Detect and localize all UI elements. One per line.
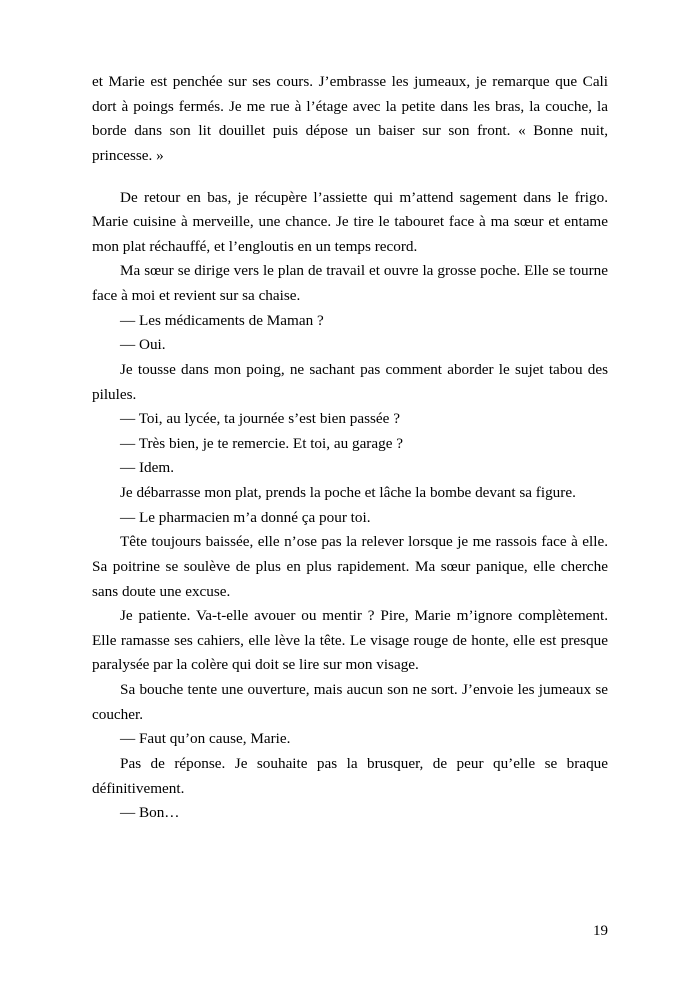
paragraph: — Très bien, je te remercie. Et toi, au garage ? <box>120 434 403 452</box>
paragraph: Tête toujours baissée, elle n’ose pas la relever lorsque je me rassois face à elle. Sa poitrine se soulève de plus en plus rapidement. Ma sœur panique, elle cherche sans doute une excuse. <box>92 533 608 600</box>
paragraph: — Idem. <box>120 459 174 477</box>
paragraph: — Toi, au lycée, ta journée s’est bien passée ? <box>120 410 400 428</box>
paragraph: Je tousse dans mon poing, ne sachant pas comment aborder le sujet tabou des pilules. <box>92 360 608 403</box>
paragraph: Pas de réponse. Je souhaite pas la brusquer, de peur qu’elle se braque définitivement. <box>92 754 608 797</box>
page-number: 19 <box>593 923 608 939</box>
paragraph: — Faut qu’on cause, Marie. <box>120 730 291 748</box>
page-body-text <box>92 70 608 826</box>
paragraph: De retour en bas, je récupère l’assiette qui m’attend sagement dans le frigo. Marie cuisine à merveille, une chance. Je tire le tabouret face à ma sœur et entame mon plat réchauffé, et l’engloutis en un temps record. <box>92 188 608 255</box>
paragraph: — Le pharmacien m’a donné ça pour toi. <box>120 508 371 526</box>
paragraph: et Marie est penchée sur ses cours. J’embrasse les jumeaux, je remarque que Cali dort à poings fermés. Je me rue à l’étage avec la petite dans les bras, la couche, la borde dans son lit douillet puis dépose un baiser sur son front. « Bonne nuit, princesse. » <box>92 73 608 164</box>
paragraph: Je patiente. Va-t-elle avouer ou mentir ? Pire, Marie m’ignore complètement. Elle ramasse ses cahiers, elle lève la tête. Le visage rouge de honte, elle est presque paralysée par la colère qui doit se lire sur mon visage. <box>92 607 608 674</box>
paragraph: Sa bouche tente une ouverture, mais aucun son ne sort. J’envoie les jumeaux se coucher. <box>92 681 608 723</box>
paragraph: Je débarrasse mon plat, prends la poche et lâche la bombe devant sa figure. <box>120 484 576 501</box>
paragraph: — Bon… <box>120 804 180 822</box>
paragraph: — Oui. <box>120 336 166 354</box>
paragraph: Ma sœur se dirige vers le plan de travail et ouvre la grosse poche. Elle se tourne face à moi et revient sur sa chaise. <box>92 262 608 304</box>
paragraph: — Les médicaments de Maman ? <box>120 311 324 329</box>
